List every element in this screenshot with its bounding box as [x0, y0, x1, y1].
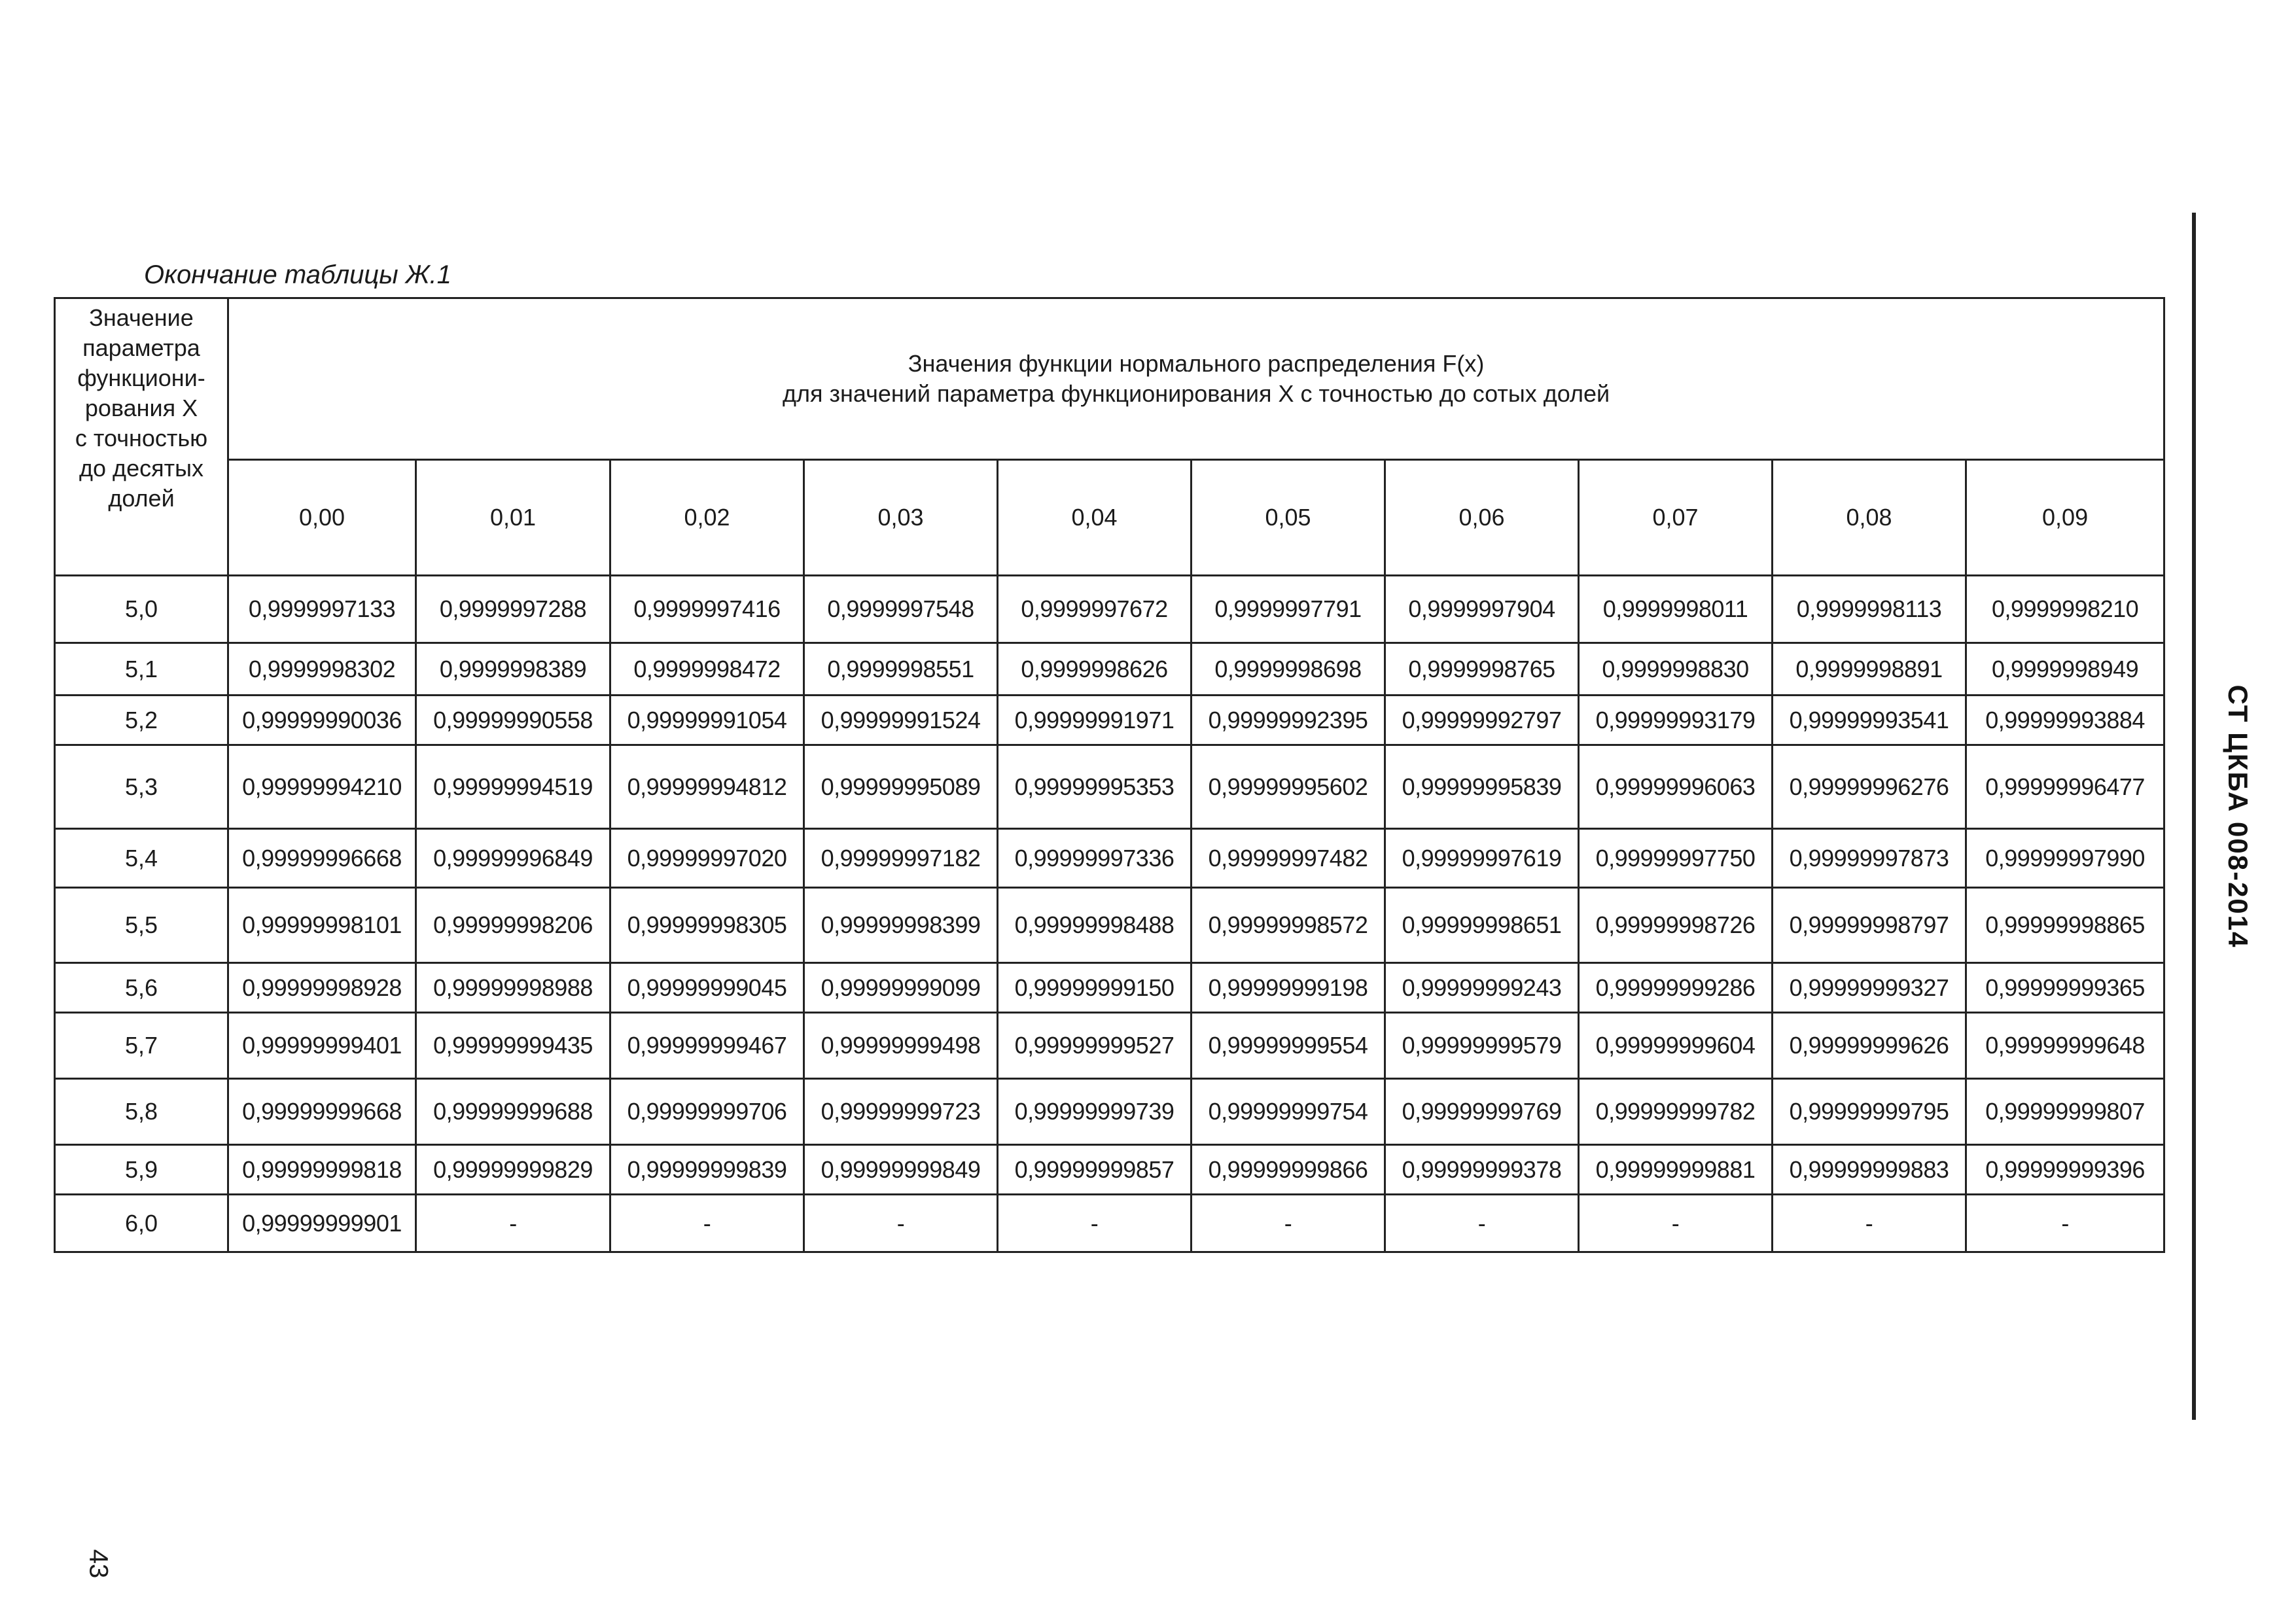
function-value-cell: -: [610, 1195, 804, 1252]
x-header-line: рования Х: [84, 395, 198, 421]
function-value-cell: 0,9999998113: [1773, 576, 1966, 643]
function-value-cell: 0,99999998572: [1192, 888, 1385, 963]
function-value-cell: 0,9999997133: [228, 576, 416, 643]
function-value-cell: 0,99999999378: [1385, 1145, 1579, 1195]
function-value-cell: 0,9999998698: [1192, 643, 1385, 696]
x-value-cell: 5,3: [55, 745, 228, 829]
function-header-line-1: Значения функции нормального распределения F(x): [908, 350, 1485, 377]
function-value-cell: 0,9999997416: [610, 576, 804, 643]
function-value-cell: 0,99999993179: [1579, 696, 1773, 745]
function-value-cell: 0,99999999795: [1773, 1079, 1966, 1145]
function-value-cell: 0,9999998389: [416, 643, 610, 696]
function-value-cell: 0,9999998551: [804, 643, 998, 696]
function-value-cell: 0,99999995353: [998, 745, 1192, 829]
function-value-cell: 0,99999991054: [610, 696, 804, 745]
function-value-cell: 0,99999998797: [1773, 888, 1966, 963]
x-parameter-header: [55, 298, 228, 576]
column-header: 0,08: [1773, 460, 1966, 576]
function-value-cell: 0,99999999857: [998, 1145, 1192, 1195]
function-value-cell: 0,99999999706: [610, 1079, 804, 1145]
function-value-cell: 0,99999999807: [1966, 1079, 2164, 1145]
function-value-cell: 0,99999999723: [804, 1079, 998, 1145]
column-header: 0,05: [1192, 460, 1385, 576]
function-value-cell: 0,99999999626: [1773, 1013, 1966, 1079]
column-header: 0,00: [228, 460, 416, 576]
function-value-cell: 0,99999999849: [804, 1145, 998, 1195]
function-value-cell: -: [804, 1195, 998, 1252]
function-value-cell: 0,99999993541: [1773, 696, 1966, 745]
function-value-cell: 0,99999998865: [1966, 888, 2164, 963]
column-header: 0,07: [1579, 460, 1773, 576]
table-caption: Окончание таблицы Ж.1: [144, 260, 451, 289]
function-value-cell: 0,99999998399: [804, 888, 998, 963]
function-value-cell: 0,9999998765: [1385, 643, 1579, 696]
function-value-cell: 0,99999997750: [1579, 829, 1773, 888]
x-header-line: с точностью: [75, 425, 208, 451]
document-code: СТ ЦКБА 008-2014: [2223, 684, 2253, 949]
function-header-line-2: для значений параметра функционирования Х с точностью до сотых долей: [782, 380, 1610, 407]
function-value-cell: 0,99999995089: [804, 745, 998, 829]
function-value-cell: -: [1579, 1195, 1773, 1252]
function-value-cell: 0,99999999579: [1385, 1013, 1579, 1079]
x-value-cell: 5,9: [55, 1145, 228, 1195]
function-value-cell: 0,99999994519: [416, 745, 610, 829]
function-value-cell: 0,99999999648: [1966, 1013, 2164, 1079]
function-value-cell: 0,99999999604: [1579, 1013, 1773, 1079]
table-row: [55, 1013, 2164, 1079]
page-number: 43: [84, 1549, 113, 1579]
function-value-cell: 0,99999996668: [228, 829, 416, 888]
function-value-cell: 0,99999999327: [1773, 963, 1966, 1013]
table-row: [55, 696, 2164, 745]
function-value-cell: 0,99999999754: [1192, 1079, 1385, 1145]
normal-distribution-table: [54, 297, 2165, 1253]
function-value-cell: 0,99999999769: [1385, 1079, 1579, 1145]
function-value-cell: 0,99999998101: [228, 888, 416, 963]
function-value-cell: 0,99999995839: [1385, 745, 1579, 829]
table-row: [55, 576, 2164, 643]
function-value-cell: 0,99999999688: [416, 1079, 610, 1145]
function-value-cell: 0,99999999866: [1192, 1145, 1385, 1195]
x-value-cell: 5,5: [55, 888, 228, 963]
function-value-cell: 0,99999999554: [1192, 1013, 1385, 1079]
table-row: [55, 745, 2164, 829]
x-value-cell: 5,8: [55, 1079, 228, 1145]
x-header-line: долей: [108, 485, 175, 512]
function-value-cell: 0,99999999818: [228, 1145, 416, 1195]
function-value-cell: 0,99999994210: [228, 745, 416, 829]
x-header-line: до десятых: [79, 455, 203, 482]
function-value-cell: 0,99999999045: [610, 963, 804, 1013]
function-value-cell: 0,99999995602: [1192, 745, 1385, 829]
function-value-cell: 0,9999997548: [804, 576, 998, 643]
function-value-cell: 0,99999999467: [610, 1013, 804, 1079]
function-value-cell: 0,99999999401: [228, 1013, 416, 1079]
column-header: 0,02: [610, 460, 804, 576]
function-value-cell: 0,99999998726: [1579, 888, 1773, 963]
function-value-cell: 0,99999999435: [416, 1013, 610, 1079]
function-value-cell: 0,99999999198: [1192, 963, 1385, 1013]
table-row: [55, 643, 2164, 696]
function-value-cell: -: [1966, 1195, 2164, 1252]
x-value-cell: 5,0: [55, 576, 228, 643]
function-value-cell: 0,99999999739: [998, 1079, 1192, 1145]
function-value-cell: 0,99999999901: [228, 1195, 416, 1252]
function-value-cell: 0,99999999782: [1579, 1079, 1773, 1145]
function-value-cell: 0,99999999150: [998, 963, 1192, 1013]
table-row: [55, 829, 2164, 888]
function-value-cell: 0,9999998472: [610, 643, 804, 696]
x-header-line: Значение: [89, 304, 194, 331]
function-value-cell: 0,99999992395: [1192, 696, 1385, 745]
function-value-cell: 0,9999997672: [998, 576, 1192, 643]
function-value-cell: 0,99999993884: [1966, 696, 2164, 745]
function-value-cell: 0,99999998305: [610, 888, 804, 963]
x-header-line: функциони-: [77, 364, 205, 391]
function-value-cell: 0,99999991971: [998, 696, 1192, 745]
function-value-cell: 0,99999999243: [1385, 963, 1579, 1013]
hundredths-header-row: [55, 460, 2164, 576]
x-value-cell: 5,1: [55, 643, 228, 696]
function-value-cell: 0,99999996477: [1966, 745, 2164, 829]
x-header-line: параметра: [82, 334, 200, 361]
column-header: 0,04: [998, 460, 1192, 576]
function-value-cell: 0,99999997020: [610, 829, 804, 888]
function-value-cell: 0,9999997904: [1385, 576, 1579, 643]
function-value-cell: 0,99999997336: [998, 829, 1192, 888]
x-value-cell: 5,6: [55, 963, 228, 1013]
function-value-cell: 0,99999992797: [1385, 696, 1579, 745]
function-value-cell: 0,9999997791: [1192, 576, 1385, 643]
x-value-cell: 5,2: [55, 696, 228, 745]
function-value-cell: 0,99999999498: [804, 1013, 998, 1079]
function-value-cell: 0,99999997619: [1385, 829, 1579, 888]
x-value-cell: 5,4: [55, 829, 228, 888]
function-value-cell: -: [416, 1195, 610, 1252]
column-header: 0,03: [804, 460, 998, 576]
function-value-cell: 0,99999996849: [416, 829, 610, 888]
function-value-cell: 0,9999998830: [1579, 643, 1773, 696]
function-value-cell: 0,99999994812: [610, 745, 804, 829]
function-value-cell: 0,99999999286: [1579, 963, 1773, 1013]
function-value-cell: 0,99999999527: [998, 1013, 1192, 1079]
function-value-cell: 0,99999991524: [804, 696, 998, 745]
function-value-cell: 0,99999997990: [1966, 829, 2164, 888]
table-row: [55, 888, 2164, 963]
function-value-cell: 0,99999998488: [998, 888, 1192, 963]
function-value-cell: -: [1385, 1195, 1579, 1252]
x-value-cell: 5,7: [55, 1013, 228, 1079]
function-value-cell: 0,99999997873: [1773, 829, 1966, 888]
function-value-cell: 0,99999990558: [416, 696, 610, 745]
function-value-cell: 0,99999999099: [804, 963, 998, 1013]
table-row: [55, 1195, 2164, 1252]
function-value-cell: 0,9999998210: [1966, 576, 2164, 643]
function-value-cell: 0,99999996063: [1579, 745, 1773, 829]
function-value-cell: 0,9999998011: [1579, 576, 1773, 643]
function-value-cell: 0,99999996276: [1773, 745, 1966, 829]
function-value-cell: 0,99999999365: [1966, 963, 2164, 1013]
function-value-cell: 0,9999998626: [998, 643, 1192, 696]
function-value-cell: 0,99999999881: [1579, 1145, 1773, 1195]
column-header: 0,09: [1966, 460, 2164, 576]
function-value-cell: 0,99999997482: [1192, 829, 1385, 888]
function-value-cell: 0,99999998206: [416, 888, 610, 963]
function-value-cell: 0,99999998651: [1385, 888, 1579, 963]
table-row: [55, 1079, 2164, 1145]
function-value-cell: -: [1192, 1195, 1385, 1252]
function-value-cell: 0,99999998928: [228, 963, 416, 1013]
function-values-header: [228, 298, 2164, 460]
table-row: [55, 1145, 2164, 1195]
x-value-cell: 6,0: [55, 1195, 228, 1252]
function-value-cell: -: [1773, 1195, 1966, 1252]
function-value-cell: 0,9999998302: [228, 643, 416, 696]
function-value-cell: -: [998, 1195, 1192, 1252]
function-value-cell: 0,9999998949: [1966, 643, 2164, 696]
function-value-cell: 0,99999990036: [228, 696, 416, 745]
function-value-cell: 0,99999999668: [228, 1079, 416, 1145]
page-border-line: [2192, 213, 2196, 1420]
function-value-cell: 0,99999999829: [416, 1145, 610, 1195]
function-value-cell: 0,99999999839: [610, 1145, 804, 1195]
function-value-cell: 0,99999997182: [804, 829, 998, 888]
column-header: 0,01: [416, 460, 610, 576]
function-value-cell: 0,99999999396: [1966, 1145, 2164, 1195]
function-value-cell: 0,9999997288: [416, 576, 610, 643]
column-header: 0,06: [1385, 460, 1579, 576]
function-value-cell: 0,9999998891: [1773, 643, 1966, 696]
function-value-cell: 0,99999998988: [416, 963, 610, 1013]
function-value-cell: 0,99999999883: [1773, 1145, 1966, 1195]
table-row: [55, 963, 2164, 1013]
